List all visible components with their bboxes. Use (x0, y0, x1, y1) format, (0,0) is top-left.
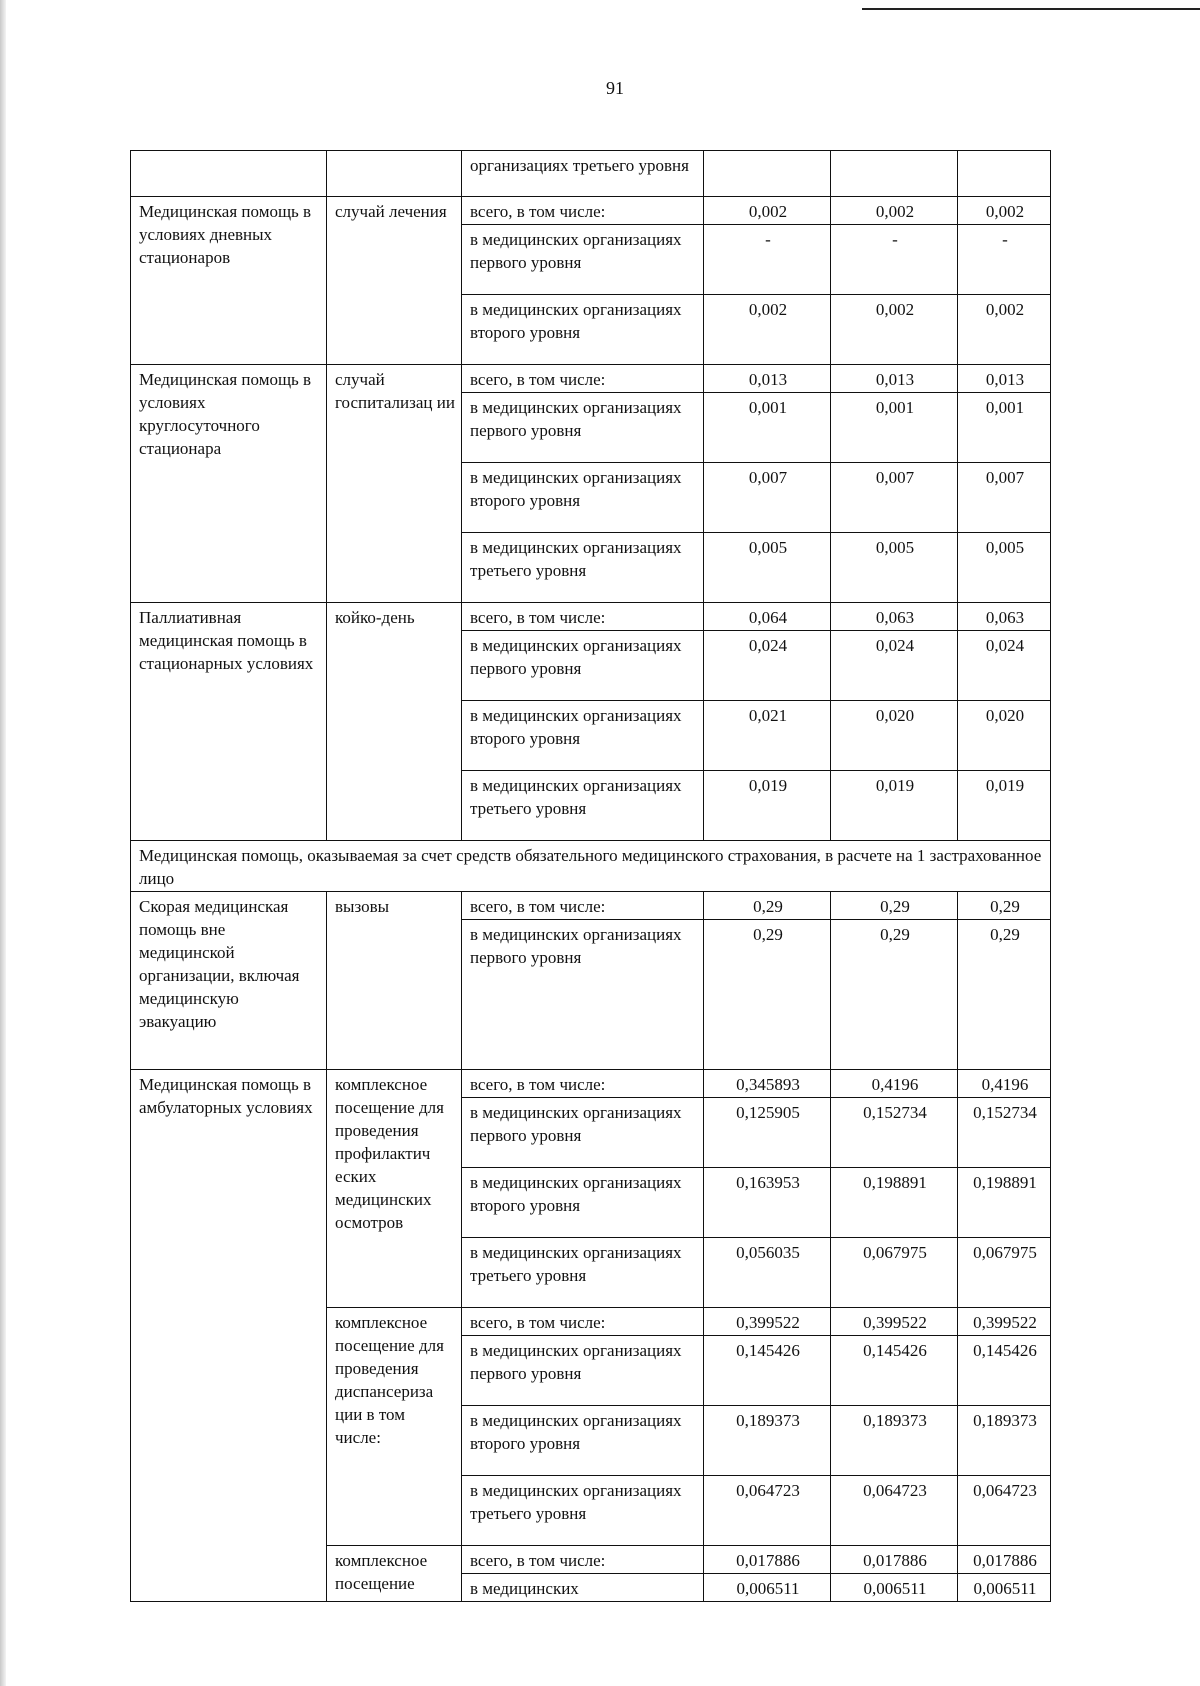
value-cell: 0,399522 (958, 1308, 1051, 1336)
condition-cell: Медицинская помощь в амбулаторных условиях (131, 1070, 327, 1602)
value-cell: 0,020 (831, 701, 958, 771)
unit-cell: комплексное посещение для проведения профилактич еских медицинских осмотров (327, 1070, 462, 1308)
value-cell: 0,4196 (958, 1070, 1051, 1098)
value-cell: - (831, 225, 958, 295)
value-cell: 0,189373 (704, 1406, 831, 1476)
level-cell: всего, в том числе: (462, 1070, 704, 1098)
value-cell: 0,198891 (958, 1168, 1051, 1238)
value-cell: 0,007 (958, 463, 1051, 533)
unit-cell: комплексное посещение для проведения диспансериза ции в том числе: (327, 1308, 462, 1546)
level-cell: в медицинских организациях второго уровня (462, 701, 704, 771)
value-cell: 0,145426 (704, 1336, 831, 1406)
unit-cell: случай госпитализац ии (327, 365, 462, 603)
condition-cell: Медицинская помощь в условиях круглосуточного стационара (131, 365, 327, 603)
value-cell: 0,001 (958, 393, 1051, 463)
value-cell: 0,145426 (831, 1336, 958, 1406)
table-row (131, 603, 1051, 631)
level-cell: всего, в том числе: (462, 1308, 704, 1336)
value-cell: 0,006511 (704, 1574, 831, 1602)
level-cell: в медицинских организациях первого уровня (462, 1336, 704, 1406)
value-cell: 0,345893 (704, 1070, 831, 1098)
value-cell: 0,064723 (831, 1476, 958, 1546)
top-rule (862, 8, 1200, 10)
value-cell: 0,067975 (958, 1238, 1051, 1308)
level-cell: в медицинских организациях второго уровня (462, 1168, 704, 1238)
scan-edge (0, 0, 6, 1686)
value-cell: 0,013 (831, 365, 958, 393)
value-cell: 0,064723 (958, 1476, 1051, 1546)
value-cell: 0,189373 (958, 1406, 1051, 1476)
volume-table (130, 150, 1051, 1602)
value-cell: 0,021 (704, 701, 831, 771)
value-cell: 0,006511 (831, 1574, 958, 1602)
value-cell: 0,024 (704, 631, 831, 701)
level-cell: в медицинских (462, 1574, 704, 1602)
value-cell: 0,006511 (958, 1574, 1051, 1602)
value-cell: 0,001 (831, 393, 958, 463)
value-cell (704, 151, 831, 197)
table-row (131, 365, 1051, 393)
level-cell: всего, в том числе: (462, 892, 704, 920)
level-cell: в медицинских организациях первого уровня (462, 225, 704, 295)
value-cell: 0,005 (831, 533, 958, 603)
level-cell: в медицинских организациях первого уровня (462, 393, 704, 463)
level-cell: всего, в том числе: (462, 1546, 704, 1574)
value-cell (958, 151, 1051, 197)
value-cell: 0,056035 (704, 1238, 831, 1308)
value-cell: 0,019 (831, 771, 958, 841)
value-cell: 0,005 (958, 533, 1051, 603)
value-cell: 0,152734 (958, 1098, 1051, 1168)
value-cell: 0,399522 (831, 1308, 958, 1336)
value-cell: 0,002 (958, 295, 1051, 365)
level-cell: в медицинских организациях второго уровня (462, 1406, 704, 1476)
value-cell: 0,019 (704, 771, 831, 841)
level-cell: в медицинских организациях первого уровня (462, 631, 704, 701)
value-cell: 0,4196 (831, 1070, 958, 1098)
value-cell: 0,152734 (831, 1098, 958, 1168)
unit-cell: комплексное посещение (327, 1546, 462, 1602)
condition-cell (131, 151, 327, 197)
level-cell: в медицинских организациях третьего уровня (462, 771, 704, 841)
value-cell: 0,024 (958, 631, 1051, 701)
value-cell: 0,125905 (704, 1098, 831, 1168)
value-cell: 0,29 (831, 920, 958, 1070)
level-cell: в медицинских организациях первого уровня (462, 920, 704, 1070)
level-cell: всего, в том числе: (462, 603, 704, 631)
value-cell: - (958, 225, 1051, 295)
value-cell: 0,002 (704, 295, 831, 365)
unit-cell: вызовы (327, 892, 462, 1070)
unit-cell: случай лечения (327, 197, 462, 365)
unit-cell (327, 151, 462, 197)
table-row (131, 892, 1051, 920)
level-cell: в медицинских организациях первого уровня (462, 1098, 704, 1168)
level-cell: всего, в том числе: (462, 365, 704, 393)
value-cell: 0,017886 (831, 1546, 958, 1574)
value-cell: - (704, 225, 831, 295)
level-cell: в медицинских организациях второго уровня (462, 295, 704, 365)
value-cell: 0,064723 (704, 1476, 831, 1546)
value-cell: 0,189373 (831, 1406, 958, 1476)
page-number: 91 (606, 78, 624, 98)
value-cell: 0,29 (704, 920, 831, 1070)
value-cell: 0,145426 (958, 1336, 1051, 1406)
value-cell: 0,29 (958, 892, 1051, 920)
value-cell: 0,002 (831, 197, 958, 225)
value-cell: 0,064 (704, 603, 831, 631)
value-cell: 0,005 (704, 533, 831, 603)
value-cell: 0,024 (831, 631, 958, 701)
unit-cell: койко-день (327, 603, 462, 841)
value-cell: 0,017886 (958, 1546, 1051, 1574)
level-cell: в медицинских организациях второго уровня (462, 463, 704, 533)
level-cell: всего, в том числе: (462, 197, 704, 225)
value-cell: 0,002 (831, 295, 958, 365)
condition-cell: Медицинская помощь в условиях дневных стационаров (131, 197, 327, 365)
table-row (131, 197, 1051, 225)
level-cell: в медицинских организациях третьего уровня (462, 533, 704, 603)
condition-cell: Паллиативная медицинская помощь в стационарных условиях (131, 603, 327, 841)
value-cell: 0,399522 (704, 1308, 831, 1336)
value-cell (831, 151, 958, 197)
level-cell: в медицинских организациях третьего уровня (462, 1238, 704, 1308)
value-cell: 0,063 (958, 603, 1051, 631)
value-cell: 0,29 (958, 920, 1051, 1070)
value-cell: 0,002 (704, 197, 831, 225)
value-cell: 0,019 (958, 771, 1051, 841)
value-cell: 0,063 (831, 603, 958, 631)
table-row (131, 841, 1051, 892)
value-cell: 0,29 (704, 892, 831, 920)
table-row (131, 151, 1051, 197)
value-cell: 0,017886 (704, 1546, 831, 1574)
value-cell: 0,007 (704, 463, 831, 533)
value-cell: 0,001 (704, 393, 831, 463)
value-cell: 0,013 (704, 365, 831, 393)
condition-cell: Скорая медицинская помощь вне медицинской организации, включая медицинскую эвакуацию (131, 892, 327, 1070)
value-cell: 0,067975 (831, 1238, 958, 1308)
value-cell: 0,007 (831, 463, 958, 533)
level-cell: в медицинских организациях третьего уровня (462, 1476, 704, 1546)
value-cell: 0,020 (958, 701, 1051, 771)
section-header: Медицинская помощь, оказываемая за счет средств обязательного медицинского страхования, в расчете на 1 застрахованное лицо (131, 841, 1051, 892)
table-row (131, 1070, 1051, 1098)
value-cell: 0,013 (958, 365, 1051, 393)
value-cell: 0,002 (958, 197, 1051, 225)
value-cell: 0,163953 (704, 1168, 831, 1238)
value-cell: 0,198891 (831, 1168, 958, 1238)
value-cell: 0,29 (831, 892, 958, 920)
level-cell: организациях третьего уровня (462, 151, 704, 197)
